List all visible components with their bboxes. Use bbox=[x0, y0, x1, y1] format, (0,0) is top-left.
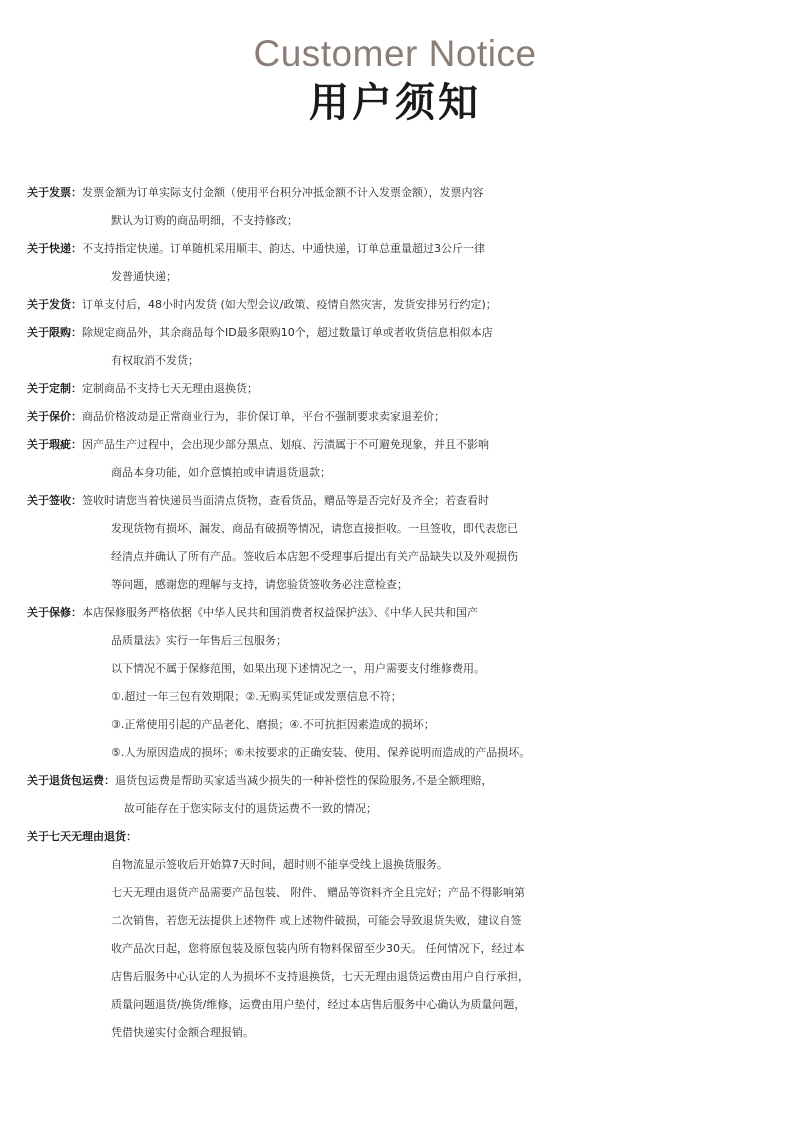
notice-receipt-cont bbox=[27, 515, 787, 543]
notice-text: 自物流显示签收后开始算7天时间，超时则不能享受线上退换货服务。 bbox=[111, 858, 448, 871]
notice-flaw bbox=[27, 431, 787, 459]
notice-seven-day-cont bbox=[27, 991, 787, 1019]
notice-warranty-cont bbox=[27, 683, 787, 711]
notice-text: 店售后服务中心认定的人为损坏不支持退换货，七天无理由退货运费由用户自行承担， bbox=[111, 970, 529, 983]
notice-warranty-cont bbox=[27, 711, 787, 739]
notice-text: 默认为订购的商品明细，不支持修改； bbox=[111, 214, 298, 227]
notice-receipt bbox=[27, 487, 787, 515]
notice-text: 等问题，感谢您的理解与支持，请您验货签收务必注意检查； bbox=[111, 578, 408, 591]
notice-warranty-cont bbox=[27, 655, 787, 683]
notice-text: 商品本身功能，如介意慎拍或申请退货退款； bbox=[111, 466, 331, 479]
notice-warranty bbox=[27, 599, 787, 627]
notice-text: ③.正常使用引起的产品老化、磨损；④.不可抗拒因素造成的损坏； bbox=[111, 718, 435, 731]
notice-label: 关于发货： bbox=[27, 298, 82, 311]
notice-label: 关于定制： bbox=[27, 382, 82, 395]
notice-text: 二次销售，若您无法提供上述物件 或上述物件破损，可能会导致退货失败，建议自签 bbox=[111, 914, 522, 927]
notice-seven-day-cont bbox=[27, 907, 787, 935]
notice-text: 品质量法》实行一年售后三包服务； bbox=[111, 634, 287, 647]
notice-text: 发现货物有损坏、漏发、商品有破损等情况，请您直接拒收。一旦签收，即代表您已 bbox=[111, 522, 518, 535]
notice-text: ⑤.人为原因造成的损坏；⑥未按要求的正确安装、使用、保养说明而造成的产品损坏。 bbox=[111, 746, 531, 759]
notice-label: 关于瑕疵： bbox=[27, 438, 82, 451]
notice-text: 质量问题退货/换货/维修，运费由用户垫付，经过本店售后服务中心确认为质量问题， bbox=[111, 998, 526, 1011]
notice-return-shipping bbox=[27, 767, 787, 795]
notice-express bbox=[27, 235, 787, 263]
notice-text: 订单支付后，48小时内发货 (如大型会议/政策、疫情自然灾害，发货安排另行约定)； bbox=[82, 298, 497, 311]
page-title-en: Customer Notice bbox=[253, 33, 537, 74]
notice-seven-day-cont bbox=[27, 1019, 787, 1047]
notice-text: 发普通快递； bbox=[111, 270, 177, 283]
notice-warranty-cont bbox=[27, 627, 787, 655]
notice-list bbox=[27, 179, 787, 1047]
notice-seven-day bbox=[27, 823, 787, 851]
notice-text: 发票金额为订单实际支付金额（使用平台积分冲抵金额不计入发票金额），发票内容 bbox=[82, 186, 484, 199]
notice-text: 故可能存在于您实际支付的退货运费不一致的情况； bbox=[124, 802, 377, 815]
notice-label: 关于保价： bbox=[27, 410, 82, 423]
notice-invoice bbox=[27, 179, 787, 207]
notice-text: 不支持指定快递。订单随机采用顺丰、韵达、中通快递，订单总重量超过3公斤一律 bbox=[82, 242, 485, 255]
notice-label: 关于发票： bbox=[27, 186, 82, 199]
notice-shipping bbox=[27, 291, 787, 319]
notice-invoice-cont bbox=[27, 207, 787, 235]
notice-flaw-cont bbox=[27, 459, 787, 487]
notice-price-protect bbox=[27, 403, 787, 431]
notice-receipt-cont bbox=[27, 543, 787, 571]
notice-label: 关于快递： bbox=[27, 242, 82, 255]
notice-text: 本店保修服务严格依据《中华人民共和国消费者权益保护法》、《中华人民共和国产 bbox=[82, 606, 478, 619]
notice-text: 商品价格波动是正常商业行为，非价保订单，平台不强制要求卖家退差价； bbox=[82, 410, 445, 423]
page-header bbox=[0, 33, 790, 129]
notice-text: 凭借快递实付金额合理报销。 bbox=[111, 1026, 254, 1039]
notice-seven-day-cont bbox=[27, 963, 787, 991]
notice-text: 因产品生产过程中，会出现少部分黑点、划痕、污渍属于不可避免现象，并且不影响 bbox=[82, 438, 489, 451]
notice-text: 收产品次日起，您将原包装及原包装内所有物料保留至少30天。 任何情况下，经过本 bbox=[111, 942, 525, 955]
page-title-zh: 用户须知 bbox=[309, 80, 481, 126]
notice-warranty-cont bbox=[27, 739, 787, 767]
notice-limit bbox=[27, 319, 787, 347]
notice-text: 以下情况不属于保修范围，如果出现下述情况之一，用户需要支付维修费用。 bbox=[111, 662, 485, 675]
notice-text: 除规定商品外，其余商品每个ID最多限购10个，超过数量订单或者收货信息相似本店 bbox=[82, 326, 493, 339]
notice-return-shipping-cont bbox=[27, 795, 787, 823]
notice-label: 关于七天无理由退货： bbox=[27, 830, 137, 843]
notice-text: 签收时请您当着快递员当面清点货物，查看货品，赠品等是否完好及齐全；若查看时 bbox=[82, 494, 489, 507]
notice-text: 有权取消不发货； bbox=[111, 354, 199, 367]
notice-text: ①.超过一年三包有效期限；②.无购买凭证或发票信息不符； bbox=[111, 690, 402, 703]
notice-label: 关于退货包运费： bbox=[27, 774, 115, 787]
notice-custom bbox=[27, 375, 787, 403]
notice-text: 经清点并确认了所有产品。签收后本店恕不受理事后提出有关产品缺失以及外观损伤 bbox=[111, 550, 518, 563]
notice-text: 七天无理由退货产品需要产品包装、 附件、 赠品等资料齐全且完好；产品不得影响第 bbox=[111, 886, 525, 899]
notice-receipt-cont bbox=[27, 571, 787, 599]
notice-label: 关于限购： bbox=[27, 326, 82, 339]
notice-seven-day-cont bbox=[27, 935, 787, 963]
notice-limit-cont bbox=[27, 347, 787, 375]
notice-label: 关于签收： bbox=[27, 494, 82, 507]
notice-text: 退货包运费是帮助买家适当减少损失的一种补偿性的保险服务,不是全额理赔， bbox=[115, 774, 493, 787]
notice-seven-day-cont bbox=[27, 879, 787, 907]
notice-express-cont bbox=[27, 263, 787, 291]
notice-seven-day-cont bbox=[27, 851, 787, 879]
notice-text: 定制商品不支持七天无理由退换货； bbox=[82, 382, 258, 395]
notice-label: 关于保修： bbox=[27, 606, 82, 619]
